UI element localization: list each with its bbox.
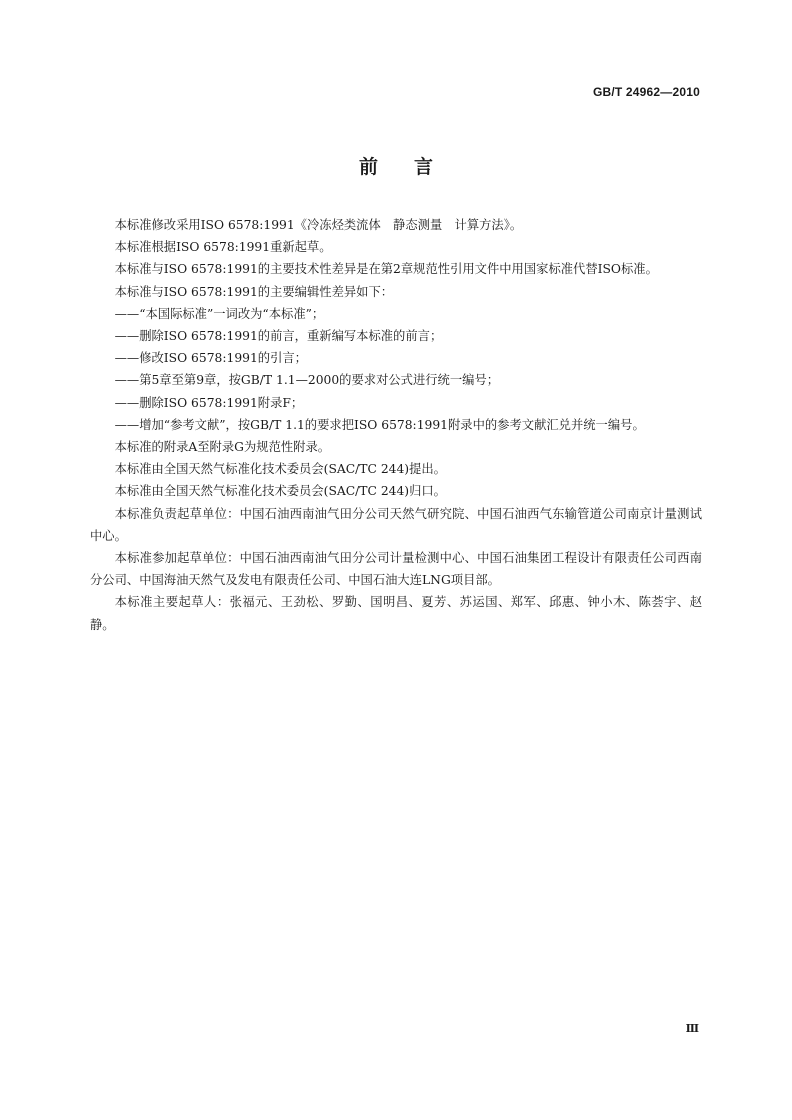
list-item: ——“本国际标准”一词改为“本标准”；	[114, 306, 325, 321]
foreword-body	[90, 214, 702, 636]
paragraph-annexes: 本标准的附录A至附录G为规范性附录。	[114, 440, 331, 455]
standard-code: GB/T 24962—2010	[592, 85, 700, 99]
list-item: ——增加“参考文献”，按GB/T 1.1的要求把ISO 6578:1991附录中的参考文献汇兑并统一编号。	[114, 417, 645, 432]
paragraph-redrafted: 本标准根据ISO 6578:1991重新起草。	[114, 240, 332, 255]
list-item: ——删除ISO 6578:1991附录F；	[114, 395, 304, 410]
paragraph-proposed-by: 本标准由全国天然气标准化技术委员会(SAC/TC 244)提出。	[114, 462, 446, 477]
list-item: ——第5章至第9章，按GB/T 1.1—2000的要求对公式进行统一编号；	[114, 373, 500, 388]
paragraph-adoption: 本标准修改采用ISO 6578:1991《冷冻烃类流体 静态测量 计算方法》。	[114, 218, 523, 232]
paragraph-editorial-differences: 本标准与ISO 6578:1991的主要编辑性差异如下：	[114, 284, 394, 299]
page-number: Ⅲ	[685, 1022, 698, 1035]
paragraph-responsible-drafters: 本标准负责起草单位：中国石油西南油气田分公司天然气研究院、中国石油西气东输管道公司南京计量测试中心。	[90, 506, 702, 543]
list-item: ——删除ISO 6578:1991的前言，重新编写本标准的前言；	[114, 329, 443, 344]
page-title: 前言	[358, 156, 469, 178]
list-item: ——修改ISO 6578:1991的引言；	[114, 351, 307, 366]
paragraph-main-drafters: 本标准主要起草人：张福元、王劲松、罗勤、国明昌、夏芳、苏运国、郑军、邱惠、钟小木、陈荟宇、赵静。	[90, 595, 702, 632]
paragraph-under-jurisdiction: 本标准由全国天然气标准化技术委员会(SAC/TC 244)归口。	[114, 484, 446, 499]
paragraph-participating-drafters: 本标准参加起草单位：中国石油西南油气田分公司计量检测中心、中国石油集团工程设计有限责任公司西南分公司、中国海油天然气及发电有限责任公司、中国石油大连LNG项目部。	[90, 551, 702, 588]
paragraph-technical-differences: 本标准与ISO 6578:1991的主要技术性差异是在第2章规范性引用文件中用国家标准代替ISO标准。	[114, 262, 658, 277]
